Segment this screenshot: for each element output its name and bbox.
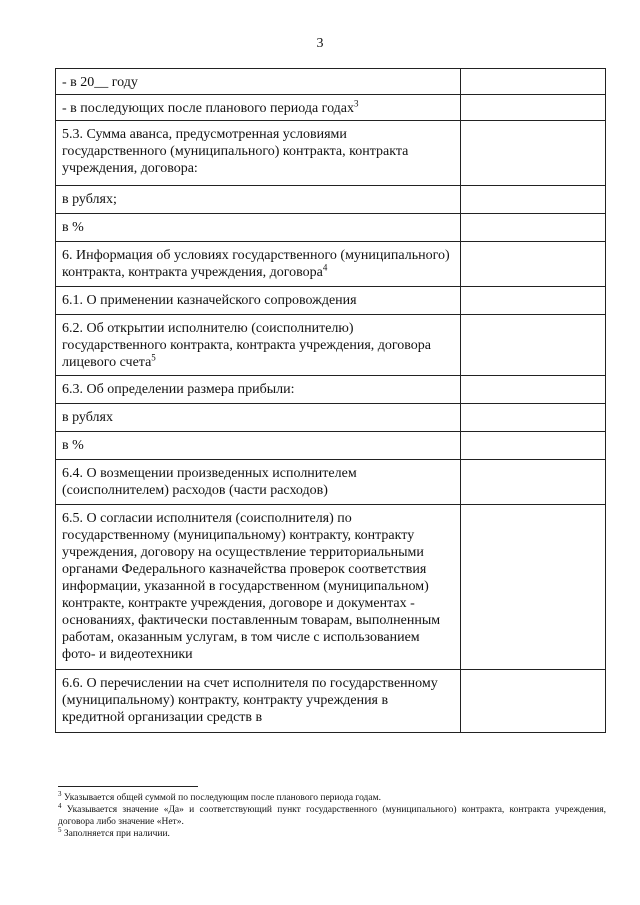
form-table	[55, 68, 606, 733]
page-number: 3	[316, 36, 324, 51]
row-label: в рублях	[56, 404, 461, 432]
row-label: 6.1. О применении казначейского сопровождения	[56, 287, 461, 315]
table-row	[56, 460, 606, 505]
table-row	[56, 432, 606, 460]
row-label: 6. Информация об условиях государственного (муниципального) контракта, контракта учреждения, договора$^4$	[56, 242, 461, 287]
row-label: в %	[56, 432, 461, 460]
row-value-cell[interactable]	[461, 242, 606, 287]
table-row	[56, 186, 606, 214]
table-row	[56, 505, 606, 670]
row-label: в рублях;	[56, 186, 461, 214]
row-value-cell[interactable]	[461, 432, 606, 460]
footnotes	[58, 789, 606, 840]
table-row	[56, 404, 606, 432]
row-value-cell[interactable]	[461, 95, 606, 121]
row-value-cell[interactable]	[461, 69, 606, 95]
row-value-cell[interactable]	[461, 505, 606, 670]
row-value-cell[interactable]	[461, 315, 606, 376]
row-value-cell[interactable]	[461, 214, 606, 242]
footnote-divider	[58, 786, 198, 787]
row-label: 5.3. Сумма аванса, предусмотренная условиями государственного (муниципального) контракта, контракта учреждения, договора:	[56, 121, 461, 186]
row-value-cell[interactable]	[461, 376, 606, 404]
row-value-cell[interactable]	[461, 404, 606, 432]
row-label: 6.5. О согласии исполнителя (соисполнителя) по государственному (муниципальному) контракту, контракту учреждения, договору на осуществление территориальными органами Федерального казначейства проверок соответствия информации, указанной в государственном (муниципальном) контракте, контракте учреждения, договоре и документах - основаниях, фактически поставленным товарам, выполненным работам, оказанным услугам, в том числе с использованием фото- и видеотехники	[56, 505, 461, 670]
table-row	[56, 376, 606, 404]
row-value-cell[interactable]	[461, 287, 606, 315]
row-value-cell[interactable]	[461, 121, 606, 186]
row-value-cell[interactable]	[461, 186, 606, 214]
row-label: - в 20__ году	[56, 69, 461, 95]
table-row	[56, 670, 606, 733]
footnote: $^5$ Заполняется при наличии.	[58, 825, 170, 839]
table-row	[56, 287, 606, 315]
footnote: $^3$ Указывается общей суммой по последующим после планового периода годам.	[58, 789, 381, 803]
table-row	[56, 214, 606, 242]
table-row	[56, 242, 606, 287]
table-row	[56, 121, 606, 186]
row-label: - в последующих после планового периода годах$^3$	[56, 95, 461, 121]
row-label: 6.2. Об открытии исполнителю (соисполнителю) государственного контракта, контракта учреждения, договора лицевого счета$^5$	[56, 315, 461, 376]
row-value-cell[interactable]	[461, 460, 606, 505]
row-label: в %	[56, 214, 461, 242]
row-label: 6.6. О перечислении на счет исполнителя по государственному (муниципальному) контракту, контракту учреждения в кредитной организации средств в	[56, 670, 461, 733]
row-value-cell[interactable]	[461, 670, 606, 733]
table-row	[56, 95, 606, 121]
row-label: 6.3. Об определении размера прибыли:	[56, 376, 461, 404]
footnote: $^4$ Указывается значение «Да» и соответствующий пункт государственного (муниципального) контракта, контракта учреждения, договора либо значение «Нет».	[58, 801, 606, 827]
table-row	[56, 69, 606, 95]
table-row	[56, 315, 606, 376]
row-label: 6.4. О возмещении произведенных исполнителем (соисполнителем) расходов (части расходов)	[56, 460, 461, 505]
